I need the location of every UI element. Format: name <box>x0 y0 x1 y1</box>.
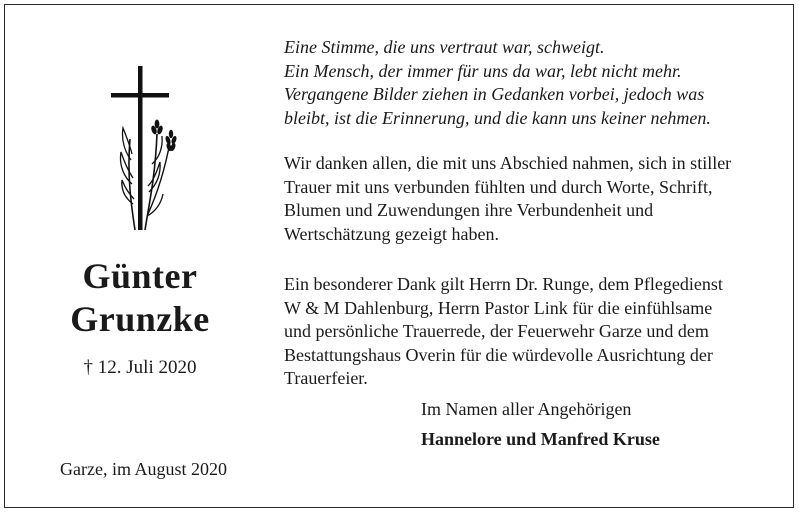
place-date: Garze, im August 2020 <box>60 459 227 479</box>
poem-line: Eine Stimme, die uns vertraut war, schweigt. <box>284 37 605 57</box>
thanks-line: Blumen und Zuwendungen ihre Verbundenheit und <box>284 200 654 220</box>
special-thanks-line: Trauerfeier. <box>284 368 368 388</box>
deceased-last-name: Grunzke <box>70 299 210 339</box>
closing-line: Im Namen aller Angehörigen <box>421 399 632 419</box>
special-thanks-line: Bestattungshaus Overin für die würdevolle Ausrichtung der <box>284 344 713 365</box>
poem-line: Ein Mensch, der immer für uns da war, lebt nicht mehr. <box>284 60 682 81</box>
thanks-line: Wertschätzung gezeigt haben. <box>284 223 499 244</box>
thanks-paragraph <box>284 152 744 246</box>
poem <box>284 36 744 130</box>
thanks-line: Wir danken allen, die mit uns Abschied nahmen, sich in stiller <box>284 153 732 173</box>
deceased-first-name: Günter <box>82 256 198 296</box>
signature: Hannelore und Manfred Kruse <box>421 429 660 449</box>
special-thanks-line: Ein besonderer Dank gilt Herrn Dr. Runge, dem Pflegedienst <box>284 274 723 294</box>
special-thanks-line: und persönliche Trauerrede, der Feuerwehr Garze und dem <box>284 321 709 341</box>
death-date: † 12. Juli 2020 <box>83 357 197 378</box>
poem-line: bleibt, ist die Erinnerung, und die kann uns keiner nehmen. <box>284 107 711 128</box>
thanks-line: Trauer mit uns verbunden fühlten und durch Worte, Schrift, <box>284 176 713 197</box>
poem-line: Vergangene Bilder ziehen in Gedanken vorbei, jedoch was <box>284 84 705 104</box>
cross-with-wheat-icon <box>105 64 185 234</box>
special-thanks-line: W & M Dahlenburg, Herrn Pastor Link für die einfühlsame <box>284 297 713 318</box>
special-thanks-paragraph <box>284 273 744 391</box>
